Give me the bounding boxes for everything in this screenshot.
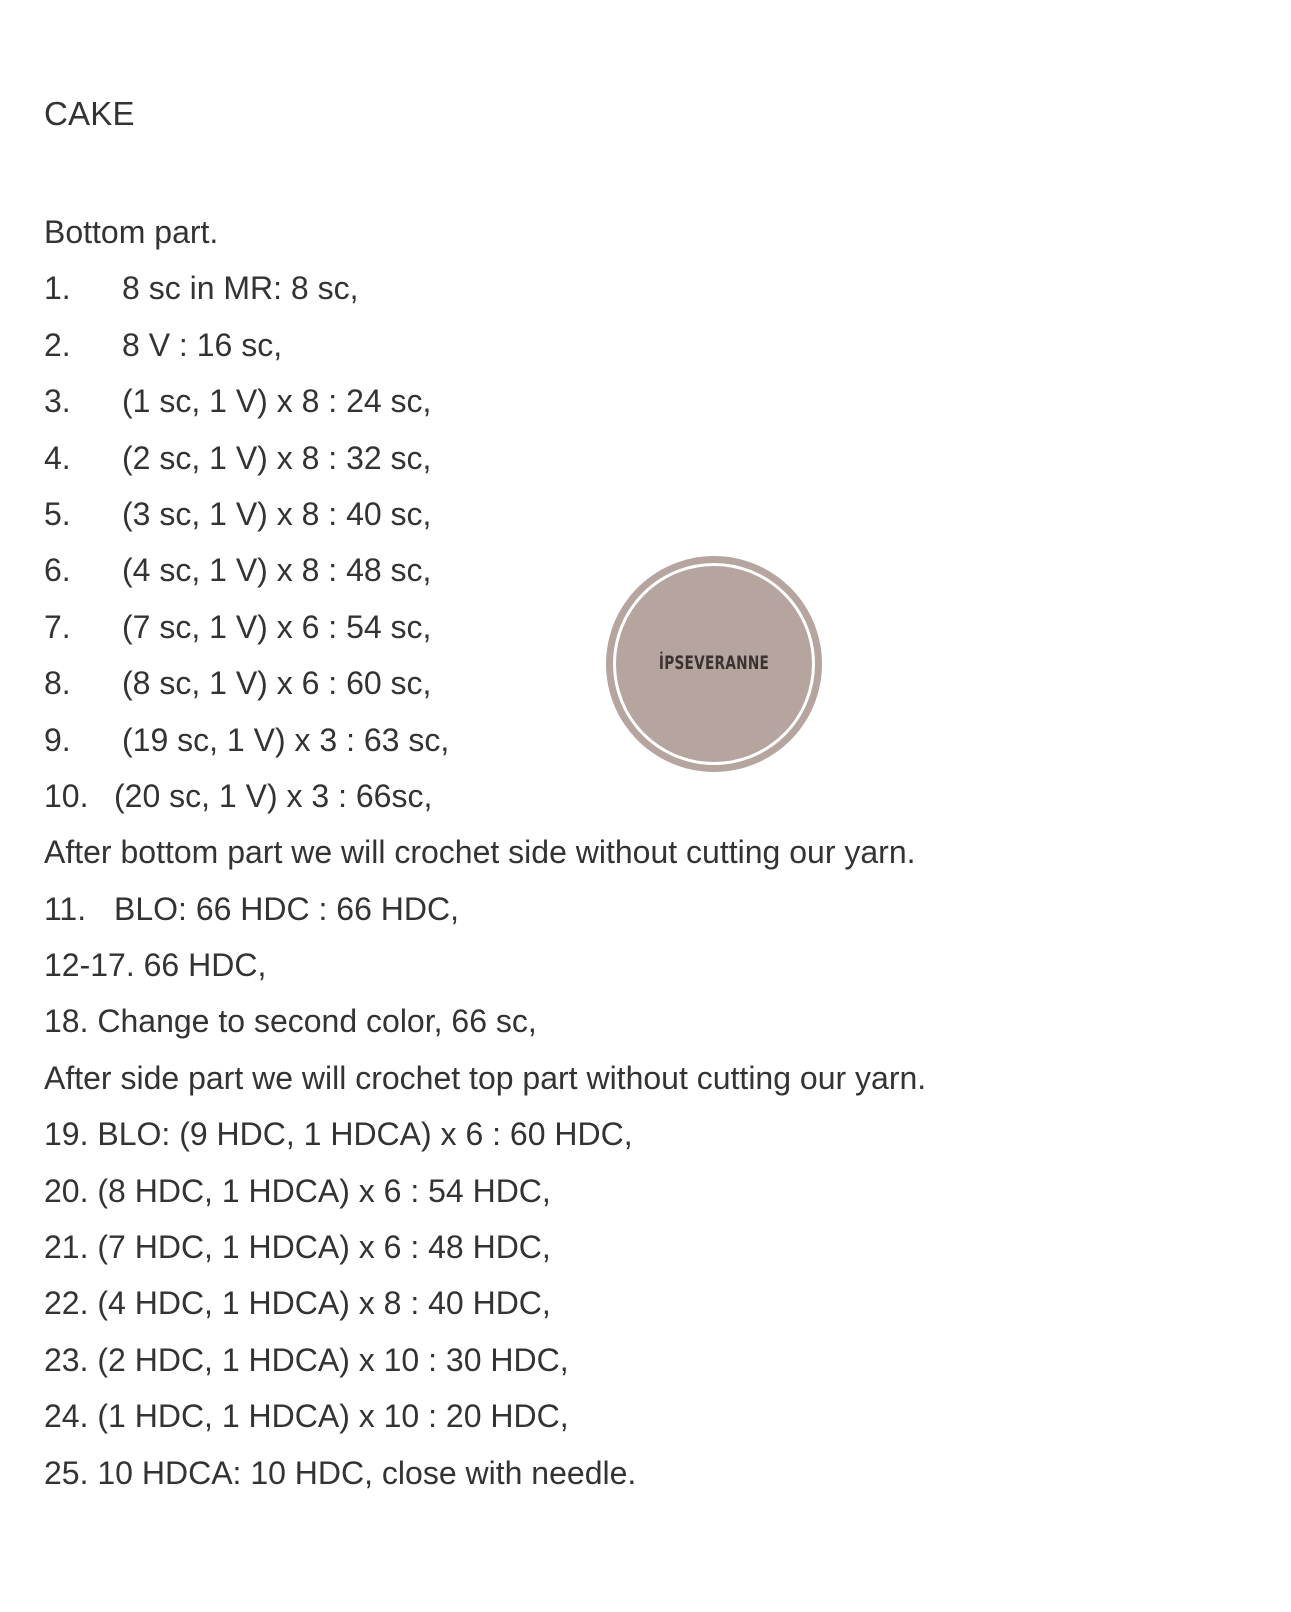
top-note: After side part we will crochet top part without cutting our yarn. <box>44 1059 927 1096</box>
round-text: (20 sc, 1 V) x 3 : 66sc, <box>114 777 433 814</box>
round-number: 9. <box>44 721 71 758</box>
round-row <box>44 317 926 373</box>
round-text: (1 sc, 1 V) x 8 : 24 sc, <box>122 383 432 420</box>
section-heading: Bottom part. <box>44 214 219 250</box>
round-row: 21. (7 HDC, 1 HDCA) x 6 : 48 HDC, <box>44 1229 551 1266</box>
round-row <box>44 373 926 429</box>
round-text: (19 sc, 1 V) x 3 : 63 sc, <box>122 721 450 758</box>
round-number: 10. <box>44 777 89 814</box>
round-row <box>44 881 926 937</box>
round-text: (4 sc, 1 V) x 8 : 48 sc, <box>122 552 432 589</box>
round-number: 8. <box>44 665 71 702</box>
round-row: 18. Change to second color, 66 sc, <box>44 1003 537 1040</box>
round-row: 22. (4 HDC, 1 HDCA) x 8 : 40 HDC, <box>44 1285 551 1322</box>
watermark-badge <box>606 556 822 772</box>
watermark-text: İPSEVERANNE <box>658 652 770 674</box>
round-number: 3. <box>44 383 71 420</box>
round-text: (7 sc, 1 V) x 6 : 54 sc, <box>122 608 432 645</box>
round-text: 8 V : 16 sc, <box>122 326 283 363</box>
round-text: (8 sc, 1 V) x 6 : 60 sc, <box>122 665 432 702</box>
side-note: After bottom part we will crochet side without cutting our yarn. <box>44 834 916 871</box>
round-text: (2 sc, 1 V) x 8 : 32 sc, <box>122 439 432 476</box>
round-row <box>44 486 926 542</box>
round-text: BLO: 66 HDC : 66 HDC, <box>114 890 459 927</box>
round-row <box>44 542 926 598</box>
pattern-content <box>44 204 926 1501</box>
round-row: 24. (1 HDC, 1 HDCA) x 10 : 20 HDC, <box>44 1398 569 1435</box>
round-row: 19. BLO: (9 HDC, 1 HDCA) x 6 : 60 HDC, <box>44 1116 633 1153</box>
round-number: 11. <box>44 890 87 927</box>
round-text: 8 sc in MR: 8 sc, <box>122 270 359 307</box>
round-number: 4. <box>44 439 71 476</box>
round-row <box>44 768 926 824</box>
round-row <box>44 430 926 486</box>
round-number: 5. <box>44 495 71 532</box>
round-number: 1. <box>44 270 71 307</box>
round-row: 25. 10 HDCA: 10 HDC, close with needle. <box>44 1454 637 1491</box>
round-row: 20. (8 HDC, 1 HDCA) x 6 : 54 HDC, <box>44 1172 551 1209</box>
round-number: 6. <box>44 552 71 589</box>
document-title: CAKE <box>44 95 135 132</box>
round-row: 23. (2 HDC, 1 HDCA) x 10 : 30 HDC, <box>44 1341 569 1378</box>
round-number: 2. <box>44 326 71 363</box>
round-number: 7. <box>44 608 71 645</box>
round-text: (3 sc, 1 V) x 8 : 40 sc, <box>122 495 432 532</box>
round-row: 12-17. 66 HDC, <box>44 947 267 984</box>
round-row <box>44 260 926 316</box>
